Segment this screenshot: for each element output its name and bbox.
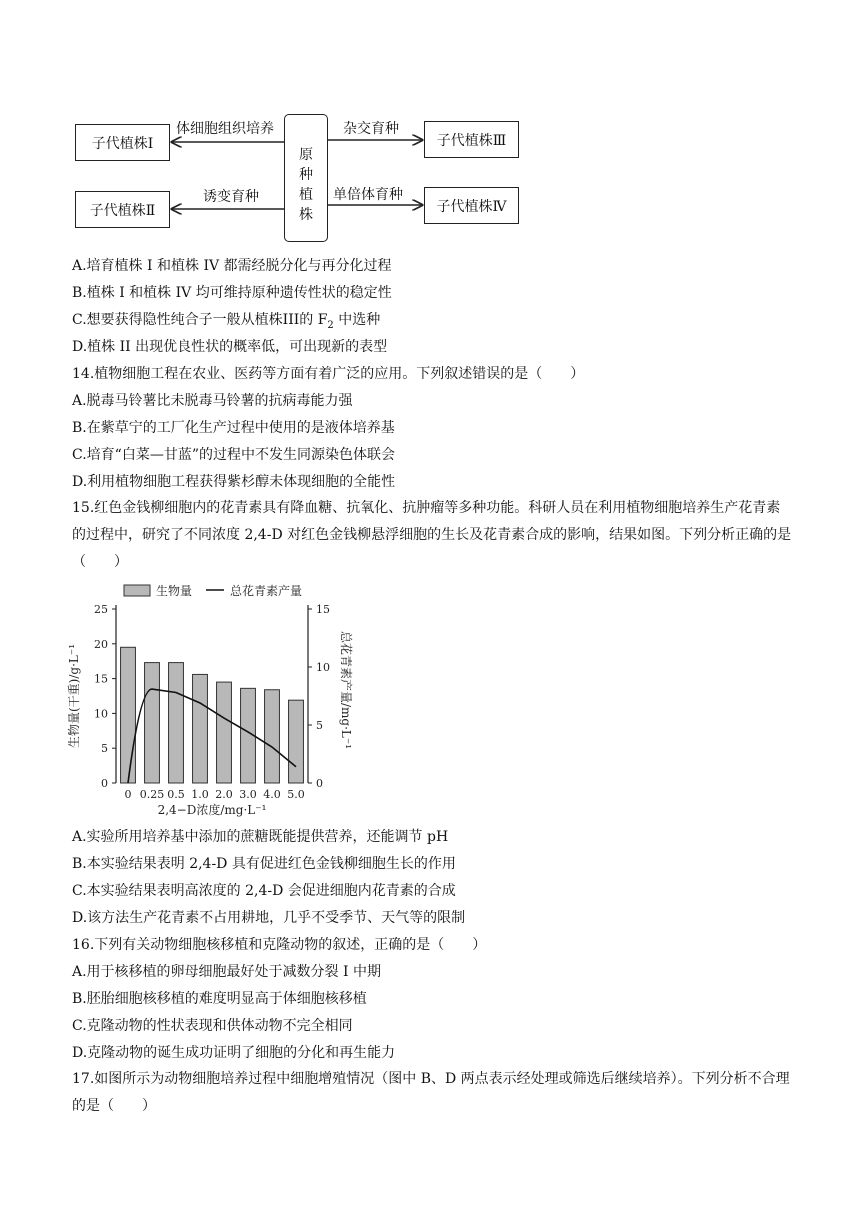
biomass-bar bbox=[145, 663, 160, 783]
x-tick-label: 0.25 bbox=[139, 788, 165, 801]
q15-option-b: B.本实验结果表明 2,4-D 具有促进红色金钱柳细胞生长的作用 bbox=[72, 856, 456, 872]
biomass-bar bbox=[265, 690, 280, 783]
biomass-bar bbox=[121, 647, 136, 783]
right-tick-label: 0 bbox=[316, 777, 323, 790]
q14-stem: 14.植物细胞工程在农业、医药等方面有着广泛的应用。下列叙述错误的是（ ） bbox=[72, 366, 585, 382]
x-axis-label: 2,4−D浓度/mg·L⁻¹ bbox=[157, 803, 267, 817]
q14-option-a: A.脱毒马铃薯比未脱毒马铃薯的抗病毒能力强 bbox=[72, 393, 353, 409]
q13-option-a: A.培育植株 I 和植株 IV 都需经脱分化与再分化过程 bbox=[72, 258, 392, 274]
q15-option-c: C.本实验结果表明高浓度的 2,4-D 会促进细胞内花青素的合成 bbox=[72, 883, 456, 899]
left-y-axis-label: 生物量(干重)/g·L⁻¹ bbox=[67, 643, 81, 749]
biomass-bar bbox=[193, 674, 208, 783]
x-tick-label: 1.0 bbox=[191, 788, 209, 801]
q14-option-b: B.在紫草宁的工厂化生产过程中使用的是液体培养基 bbox=[72, 420, 395, 436]
right-tick-label: 15 bbox=[316, 603, 330, 616]
q13-option-c-sub: 2 bbox=[327, 319, 334, 331]
q17-stem: 17.如图所示为动物细胞培养过程中细胞增殖情况（图中 B、D 两点表示经处理或筛选后继续培养）。下列分析不合理的是（ ） bbox=[72, 1071, 790, 1114]
offspring-plant-2-box: 子代植株Ⅱ bbox=[75, 191, 170, 228]
diagram-arrows bbox=[0, 0, 860, 260]
q14-option-d: D.利用植物细胞工程获得紫杉醇未体现细胞的全能性 bbox=[72, 474, 396, 490]
x-tick-label: 3.0 bbox=[239, 788, 257, 801]
q13-option-c bbox=[72, 310, 380, 336]
right-y-axis-label: 总花青素产量/mg·L⁻¹ bbox=[339, 630, 353, 750]
label-mutation-breeding: 诱变育种 bbox=[203, 189, 259, 205]
x-tick-label: 5.0 bbox=[287, 788, 305, 801]
offspring-plant-3-box: 子代植株Ⅲ bbox=[424, 121, 519, 158]
q16-option-a: A.用于核移植的卵母细胞最好处于减数分裂 I 中期 bbox=[72, 964, 381, 980]
q14-option-c: C.培育“白菜—甘蓝”的过程中不发生同源染色体联会 bbox=[72, 447, 395, 463]
offspring-plant-1-box: 子代植株Ⅰ bbox=[75, 124, 170, 161]
offspring-plant-4-box: 子代植株Ⅳ bbox=[424, 187, 519, 224]
left-tick-label: 20 bbox=[94, 637, 108, 651]
label-haploid-breeding: 单倍体育种 bbox=[333, 187, 403, 203]
q15-option-a: A.实验所用培养基中添加的蔗糖既能提供营养，还能调节 pH bbox=[72, 829, 449, 845]
left-tick-label: 5 bbox=[101, 742, 108, 756]
biomass-bar bbox=[169, 663, 184, 783]
left-tick-label: 25 bbox=[94, 603, 108, 616]
x-tick-label: 2.0 bbox=[215, 788, 233, 801]
x-tick-label: 0.5 bbox=[167, 788, 185, 801]
original-plant-char-1: 原 bbox=[299, 147, 313, 163]
left-tick-label: 15 bbox=[94, 672, 108, 686]
original-plant-char-2: 种 bbox=[299, 167, 313, 183]
q13-option-c-tail: 中选种 bbox=[333, 312, 381, 328]
q13-option-c-text: C.想要获得隐性纯合子一般从植株III的 F bbox=[72, 312, 328, 328]
legend-biomass-swatch bbox=[124, 585, 150, 596]
q13-option-b: B.植株 I 和植株 IV 均可维持原种遗传性状的稳定性 bbox=[72, 285, 392, 301]
q15-stem: 15.红色金钱柳细胞内的花青素具有降血糖、抗氧化、抗肿瘤等多种功能。科研人员在利用植物细胞培养生产花青素的过程中，研究了不同浓度 2,4-D 对红色金钱柳悬浮细胞的生长及花青素合成的影响，结果如图。下列分析正确的是（ ） bbox=[72, 500, 792, 570]
right-tick-label: 5 bbox=[316, 719, 323, 732]
legend-anthocyanin-label: 总花青素产量 bbox=[230, 584, 303, 598]
legend-biomass-label: 生物量 bbox=[156, 584, 193, 598]
q15-chart bbox=[60, 575, 360, 820]
biomass-bar bbox=[217, 682, 232, 783]
left-tick-label: 0 bbox=[101, 777, 108, 790]
label-somatic-culture: 体细胞组织培养 bbox=[176, 121, 274, 137]
label-hybrid-breeding: 杂交育种 bbox=[343, 121, 399, 137]
x-tick-label: 0 bbox=[124, 788, 132, 801]
q16-option-c: C.克隆动物的性状表现和供体动物不完全相同 bbox=[72, 1018, 353, 1034]
left-tick-label: 10 bbox=[94, 707, 108, 721]
biomass-bar bbox=[289, 700, 304, 783]
q13-option-d: D.植株 II 出现优良性状的概率低，可出现新的表型 bbox=[72, 339, 388, 355]
q16-stem: 16.下列有关动物细胞核移植和克隆动物的叙述，正确的是（ ） bbox=[72, 937, 487, 953]
original-plant-char-3: 植 bbox=[299, 187, 313, 203]
q16-option-b: B.胚胎细胞核移植的难度明显高于体细胞核移植 bbox=[72, 991, 367, 1007]
original-plant-char-4: 株 bbox=[299, 207, 313, 223]
x-tick-label: 4.0 bbox=[263, 788, 281, 801]
q16-option-d: D.克隆动物的诞生成功证明了细胞的分化和再生能力 bbox=[72, 1045, 396, 1061]
right-tick-label: 10 bbox=[316, 661, 330, 674]
q15-option-d: D.该方法生产花青素不占用耕地，几乎不受季节、天气等的限制 bbox=[72, 910, 466, 926]
